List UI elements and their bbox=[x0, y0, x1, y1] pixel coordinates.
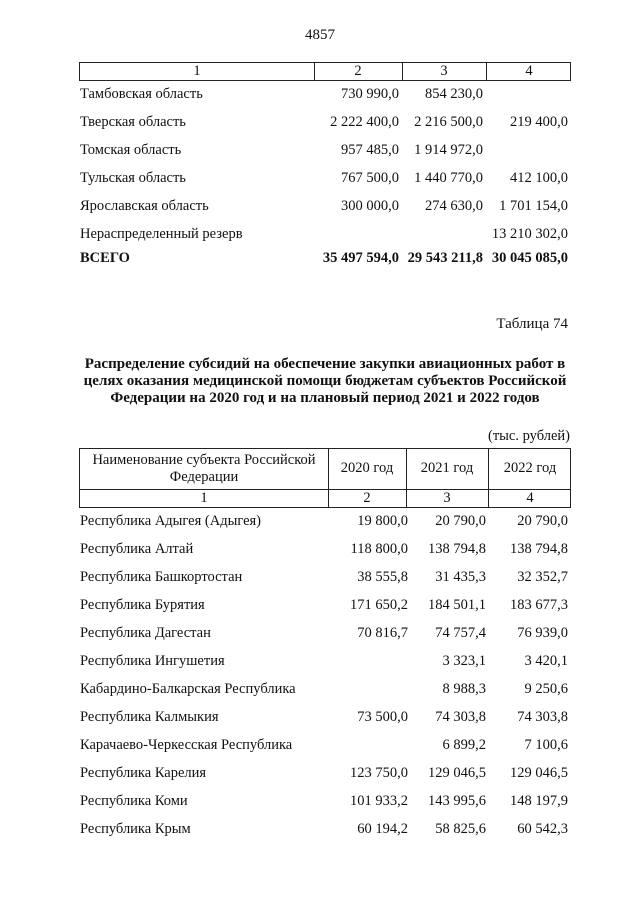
column-number-1: 1 bbox=[193, 63, 201, 79]
value-2021: 31 435,3 bbox=[435, 569, 486, 585]
value-2022: 1 701 154,0 bbox=[499, 198, 568, 214]
table-row bbox=[0, 567, 640, 587]
value-2022: 76 939,0 bbox=[517, 625, 568, 641]
value-2022: 13 210 302,0 bbox=[491, 226, 568, 242]
value-2020: 123 750,0 bbox=[350, 765, 408, 781]
region-name: Республика Адыгея (Адыгея) bbox=[80, 513, 262, 529]
table-row bbox=[0, 679, 640, 699]
value-2022: 412 100,0 bbox=[510, 170, 568, 186]
units-label: (тыс. рублей) bbox=[488, 428, 570, 444]
region-name: Республика Крым bbox=[80, 821, 191, 837]
region-name: Республика Калмыкия bbox=[80, 709, 219, 725]
column-number-2: 2 bbox=[354, 63, 362, 79]
value-2020: 118 800,0 bbox=[350, 541, 408, 557]
value-2022: 20 790,0 bbox=[517, 513, 568, 529]
value-2022: 9 250,6 bbox=[524, 681, 568, 697]
column-number-4: 4 bbox=[526, 490, 534, 506]
region-name: Республика Башкортостан bbox=[80, 569, 243, 585]
value-2021: 1 440 770,0 bbox=[414, 170, 483, 186]
table-row bbox=[0, 168, 640, 188]
value-2020: 300 000,0 bbox=[341, 198, 399, 214]
region-name: Республика Коми bbox=[80, 793, 188, 809]
value-2020: 73 500,0 bbox=[357, 709, 408, 725]
region-name: Кабардино-Балкарская Республика bbox=[80, 681, 296, 697]
value-2022: 219 400,0 bbox=[510, 114, 568, 130]
table-row bbox=[0, 140, 640, 160]
value-2022: 7 100,6 bbox=[524, 737, 568, 753]
value-2021: 274 630,0 bbox=[425, 198, 483, 214]
region-name: Тамбовская область bbox=[80, 86, 203, 102]
value-2022: 32 352,7 bbox=[517, 569, 568, 585]
value-2022: 129 046,5 bbox=[510, 765, 568, 781]
table-row bbox=[0, 112, 640, 132]
table-row bbox=[0, 511, 640, 531]
column-number-2: 2 bbox=[363, 490, 371, 506]
value-2022: 183 677,3 bbox=[510, 597, 568, 613]
value-2021: 129 046,5 bbox=[428, 765, 486, 781]
value-2021: 3 323,1 bbox=[442, 653, 486, 669]
total-label: ВСЕГО bbox=[80, 250, 130, 266]
table-row bbox=[0, 623, 640, 643]
continuation-column-number-row bbox=[79, 62, 571, 81]
header-2022: 2022 год bbox=[503, 460, 557, 476]
header-region-name: Наименование субъекта Российской Федерации bbox=[92, 452, 316, 485]
region-name: Томская область bbox=[80, 142, 182, 158]
total-2022: 30 045 085,0 bbox=[491, 250, 568, 266]
total-2021: 29 543 211,8 bbox=[407, 250, 483, 266]
total-2020: 35 497 594,0 bbox=[322, 250, 399, 266]
table-row bbox=[0, 539, 640, 559]
header-2021: 2021 год bbox=[420, 460, 474, 476]
value-2020: 767 500,0 bbox=[341, 170, 399, 186]
value-2020: 70 816,7 bbox=[357, 625, 408, 641]
column-number-4: 4 bbox=[525, 63, 533, 79]
value-2020: 2 222 400,0 bbox=[330, 114, 399, 130]
value-2021: 74 757,4 bbox=[435, 625, 486, 641]
value-2020: 60 194,2 bbox=[357, 821, 408, 837]
value-2020: 19 800,0 bbox=[357, 513, 408, 529]
table-row bbox=[0, 707, 640, 727]
region-name: Нераспределенный резерв bbox=[80, 226, 243, 242]
table74-header bbox=[79, 448, 571, 508]
value-2021: 138 794,8 bbox=[428, 541, 486, 557]
value-2020: 38 555,8 bbox=[357, 569, 408, 585]
value-2022: 3 420,1 bbox=[524, 653, 568, 669]
region-name: Тверская область bbox=[80, 114, 186, 130]
value-2021: 1 914 972,0 bbox=[414, 142, 483, 158]
value-2021: 854 230,0 bbox=[425, 86, 483, 102]
value-2020: 730 990,0 bbox=[341, 86, 399, 102]
value-2021: 8 988,3 bbox=[442, 681, 486, 697]
region-name: Карачаево-Черкесская Республика bbox=[80, 737, 293, 753]
header-2020: 2020 год bbox=[340, 460, 394, 476]
value-2022: 148 197,9 bbox=[510, 793, 568, 809]
table-row bbox=[0, 84, 640, 104]
value-2022: 60 542,3 bbox=[517, 821, 568, 837]
region-name: Республика Бурятия bbox=[80, 597, 205, 613]
region-name: Тульская область bbox=[80, 170, 186, 186]
value-2021: 74 303,8 bbox=[435, 709, 486, 725]
value-2021: 2 216 500,0 bbox=[414, 114, 483, 130]
value-2021: 20 790,0 bbox=[435, 513, 486, 529]
value-2020: 957 485,0 bbox=[341, 142, 399, 158]
table-row bbox=[0, 224, 640, 244]
table-row bbox=[0, 595, 640, 615]
table-row bbox=[0, 651, 640, 671]
table-row bbox=[0, 819, 640, 839]
table-row bbox=[0, 791, 640, 811]
value-2021: 184 501,1 bbox=[428, 597, 486, 613]
table-label: Таблица 74 bbox=[496, 316, 568, 332]
column-number-3: 3 bbox=[443, 490, 451, 506]
value-2020: 101 933,2 bbox=[350, 793, 408, 809]
page-number: 4857 bbox=[305, 27, 335, 43]
table-row bbox=[0, 763, 640, 783]
region-name: Республика Алтай bbox=[80, 541, 194, 557]
value-2022: 74 303,8 bbox=[517, 709, 568, 725]
column-number-3: 3 bbox=[440, 63, 448, 79]
table-title: Распределение субсидий на обеспечение закупки авиационных работ в целях оказания медицинской помощи бюджетам субъектов Российской Федерации на 2020 год и на плановый период 2021 и 2022 годов bbox=[83, 356, 567, 406]
region-name: Ярославская область bbox=[80, 198, 209, 214]
table-row bbox=[0, 735, 640, 755]
value-2021: 143 995,6 bbox=[428, 793, 486, 809]
total-row bbox=[0, 248, 640, 268]
value-2022: 138 794,8 bbox=[510, 541, 568, 557]
region-name: Республика Ингушетия bbox=[80, 653, 225, 669]
region-name: Республика Карелия bbox=[80, 765, 207, 781]
column-number-1: 1 bbox=[200, 490, 208, 506]
table-row bbox=[0, 196, 640, 216]
value-2021: 58 825,6 bbox=[435, 821, 486, 837]
value-2020: 171 650,2 bbox=[350, 597, 408, 613]
region-name: Республика Дагестан bbox=[80, 625, 211, 641]
value-2021: 6 899,2 bbox=[442, 737, 486, 753]
